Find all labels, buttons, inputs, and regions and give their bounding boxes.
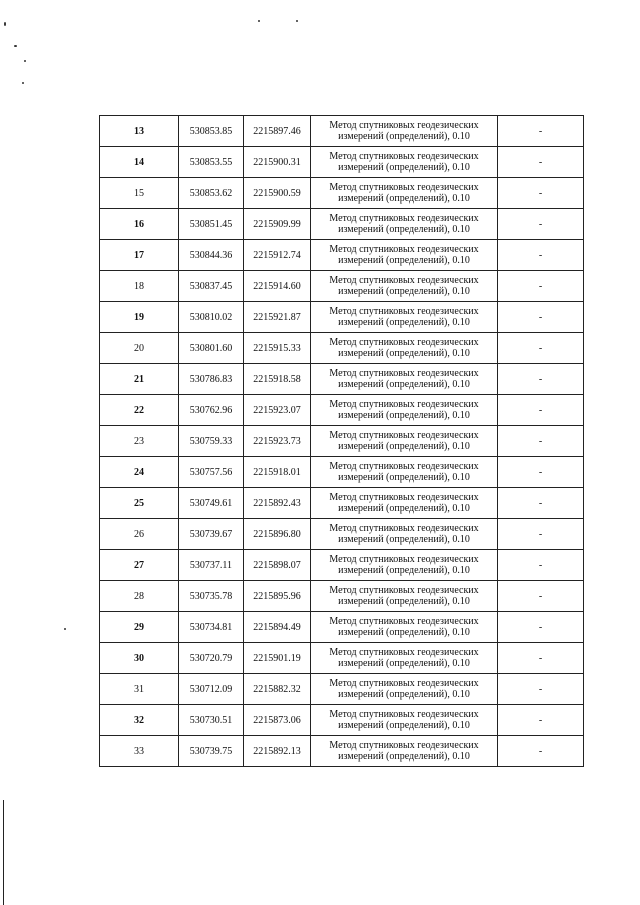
point-number-cell: 31 xyxy=(100,674,179,705)
x-coordinate-cell: 530801.60 xyxy=(179,333,244,364)
error-cell: - xyxy=(498,643,584,674)
point-number-cell: 14 xyxy=(100,147,179,178)
y-coordinate-cell: 2215923.73 xyxy=(244,426,311,457)
table-row xyxy=(100,302,584,333)
y-coordinate-cell: 2215909.99 xyxy=(244,209,311,240)
x-coordinate-cell: 530853.55 xyxy=(179,147,244,178)
y-coordinate-cell: 2215892.13 xyxy=(244,736,311,767)
error-cell: - xyxy=(498,364,584,395)
point-number-cell: 27 xyxy=(100,550,179,581)
method-cell xyxy=(311,736,498,767)
x-coordinate-cell: 530853.62 xyxy=(179,178,244,209)
table-row xyxy=(100,643,584,674)
point-number-cell: 17 xyxy=(100,240,179,271)
point-number-cell: 29 xyxy=(100,612,179,643)
y-coordinate-cell: 2215873.06 xyxy=(244,705,311,736)
method-line-2: измерений (определений), 0.10 xyxy=(338,317,470,328)
method-cell xyxy=(311,426,498,457)
x-coordinate-cell: 530837.45 xyxy=(179,271,244,302)
method-line-1: Метод спутниковых геодезических xyxy=(329,151,479,162)
table-row xyxy=(100,581,584,612)
table-row xyxy=(100,364,584,395)
error-cell: - xyxy=(498,705,584,736)
y-coordinate-cell: 2215898.07 xyxy=(244,550,311,581)
x-coordinate-cell: 530737.11 xyxy=(179,550,244,581)
method-line-1: Метод спутниковых геодезических xyxy=(329,554,479,565)
point-number-cell: 30 xyxy=(100,643,179,674)
method-line-1: Метод спутниковых геодезических xyxy=(329,492,479,503)
point-number-cell: 28 xyxy=(100,581,179,612)
x-coordinate-cell: 530720.79 xyxy=(179,643,244,674)
method-cell xyxy=(311,550,498,581)
x-coordinate-cell: 530712.09 xyxy=(179,674,244,705)
method-cell xyxy=(311,178,498,209)
table-row xyxy=(100,488,584,519)
method-line-2: измерений (определений), 0.10 xyxy=(338,658,470,669)
method-line-2: измерений (определений), 0.10 xyxy=(338,131,470,142)
y-coordinate-cell: 2215897.46 xyxy=(244,116,311,147)
y-coordinate-cell: 2215894.49 xyxy=(244,612,311,643)
coordinates-table xyxy=(99,115,584,767)
table-row xyxy=(100,209,584,240)
method-line-2: измерений (определений), 0.10 xyxy=(338,751,470,762)
error-cell: - xyxy=(498,581,584,612)
method-line-2: измерений (определений), 0.10 xyxy=(338,472,470,483)
method-line-1: Метод спутниковых геодезических xyxy=(329,740,479,751)
error-cell: - xyxy=(498,426,584,457)
coordinates-table-body xyxy=(100,116,584,767)
point-number-cell: 26 xyxy=(100,519,179,550)
method-line-2: измерений (определений), 0.10 xyxy=(338,286,470,297)
point-number-cell: 19 xyxy=(100,302,179,333)
x-coordinate-cell: 530759.33 xyxy=(179,426,244,457)
method-line-1: Метод спутниковых геодезических xyxy=(329,616,479,627)
method-line-1: Метод спутниковых геодезических xyxy=(329,523,479,534)
point-number-cell: 21 xyxy=(100,364,179,395)
method-line-2: измерений (определений), 0.10 xyxy=(338,720,470,731)
method-line-2: измерений (определений), 0.10 xyxy=(338,503,470,514)
error-cell: - xyxy=(498,240,584,271)
error-cell: - xyxy=(498,178,584,209)
method-cell xyxy=(311,457,498,488)
method-line-2: измерений (определений), 0.10 xyxy=(338,689,470,700)
table-row xyxy=(100,736,584,767)
method-line-1: Метод спутниковых геодезических xyxy=(329,244,479,255)
method-line-2: измерений (определений), 0.10 xyxy=(338,255,470,266)
method-cell xyxy=(311,519,498,550)
method-line-2: измерений (определений), 0.10 xyxy=(338,596,470,607)
table-row xyxy=(100,271,584,302)
x-coordinate-cell: 530757.56 xyxy=(179,457,244,488)
point-number-cell: 33 xyxy=(100,736,179,767)
table-row xyxy=(100,550,584,581)
method-cell xyxy=(311,612,498,643)
method-line-1: Метод спутниковых геодезических xyxy=(329,709,479,720)
error-cell: - xyxy=(498,209,584,240)
table-row xyxy=(100,116,584,147)
point-number-cell: 18 xyxy=(100,271,179,302)
y-coordinate-cell: 2215921.87 xyxy=(244,302,311,333)
table-row xyxy=(100,674,584,705)
x-coordinate-cell: 530786.83 xyxy=(179,364,244,395)
method-line-2: измерений (определений), 0.10 xyxy=(338,441,470,452)
method-line-1: Метод спутниковых геодезических xyxy=(329,182,479,193)
table-row xyxy=(100,178,584,209)
point-number-cell: 22 xyxy=(100,395,179,426)
point-number-cell: 15 xyxy=(100,178,179,209)
method-cell xyxy=(311,209,498,240)
x-coordinate-cell: 530853.85 xyxy=(179,116,244,147)
table-row xyxy=(100,240,584,271)
scan-speck xyxy=(22,82,24,84)
x-coordinate-cell: 530762.96 xyxy=(179,395,244,426)
x-coordinate-cell: 530851.45 xyxy=(179,209,244,240)
method-cell xyxy=(311,271,498,302)
method-line-2: измерений (определений), 0.10 xyxy=(338,193,470,204)
point-number-cell: 32 xyxy=(100,705,179,736)
y-coordinate-cell: 2215900.31 xyxy=(244,147,311,178)
method-line-1: Метод спутниковых геодезических xyxy=(329,399,479,410)
method-line-1: Метод спутниковых геодезических xyxy=(329,368,479,379)
method-line-2: измерений (определений), 0.10 xyxy=(338,627,470,638)
x-coordinate-cell: 530844.36 xyxy=(179,240,244,271)
method-line-1: Метод спутниковых геодезических xyxy=(329,213,479,224)
method-line-1: Метод спутниковых геодезических xyxy=(329,337,479,348)
y-coordinate-cell: 2215882.32 xyxy=(244,674,311,705)
scan-speck xyxy=(4,22,6,26)
table-row xyxy=(100,395,584,426)
method-cell xyxy=(311,488,498,519)
y-coordinate-cell: 2215912.74 xyxy=(244,240,311,271)
error-cell: - xyxy=(498,147,584,178)
method-cell xyxy=(311,643,498,674)
method-line-2: измерений (определений), 0.10 xyxy=(338,162,470,173)
method-cell xyxy=(311,240,498,271)
x-coordinate-cell: 530739.75 xyxy=(179,736,244,767)
point-number-cell: 20 xyxy=(100,333,179,364)
table-row xyxy=(100,426,584,457)
y-coordinate-cell: 2215901.19 xyxy=(244,643,311,674)
point-number-cell: 23 xyxy=(100,426,179,457)
x-coordinate-cell: 530810.02 xyxy=(179,302,244,333)
method-line-2: измерений (определений), 0.10 xyxy=(338,348,470,359)
point-number-cell: 16 xyxy=(100,209,179,240)
error-cell: - xyxy=(498,519,584,550)
scan-speck xyxy=(258,20,260,22)
x-coordinate-cell: 530739.67 xyxy=(179,519,244,550)
method-cell xyxy=(311,302,498,333)
scan-speck xyxy=(64,628,66,630)
y-coordinate-cell: 2215896.80 xyxy=(244,519,311,550)
y-coordinate-cell: 2215918.01 xyxy=(244,457,311,488)
table-row xyxy=(100,612,584,643)
error-cell: - xyxy=(498,488,584,519)
method-cell xyxy=(311,395,498,426)
y-coordinate-cell: 2215915.33 xyxy=(244,333,311,364)
method-line-1: Метод спутниковых геодезических xyxy=(329,678,479,689)
x-coordinate-cell: 530735.78 xyxy=(179,581,244,612)
y-coordinate-cell: 2215914.60 xyxy=(244,271,311,302)
method-line-1: Метод спутниковых геодезических xyxy=(329,306,479,317)
x-coordinate-cell: 530734.81 xyxy=(179,612,244,643)
method-line-1: Метод спутниковых геодезических xyxy=(329,430,479,441)
error-cell: - xyxy=(498,612,584,643)
method-line-2: измерений (определений), 0.10 xyxy=(338,379,470,390)
point-number-cell: 24 xyxy=(100,457,179,488)
table-row xyxy=(100,147,584,178)
error-cell: - xyxy=(498,333,584,364)
error-cell: - xyxy=(498,550,584,581)
table-row xyxy=(100,457,584,488)
error-cell: - xyxy=(498,674,584,705)
method-cell xyxy=(311,674,498,705)
method-line-2: измерений (определений), 0.10 xyxy=(338,224,470,235)
x-coordinate-cell: 530730.51 xyxy=(179,705,244,736)
scan-speck xyxy=(296,20,298,22)
method-cell xyxy=(311,147,498,178)
y-coordinate-cell: 2215900.59 xyxy=(244,178,311,209)
point-number-cell: 25 xyxy=(100,488,179,519)
error-cell: - xyxy=(498,302,584,333)
scan-speck xyxy=(24,60,26,62)
method-line-1: Метод спутниковых геодезических xyxy=(329,120,479,131)
method-line-1: Метод спутниковых геодезических xyxy=(329,647,479,658)
error-cell: - xyxy=(498,116,584,147)
y-coordinate-cell: 2215892.43 xyxy=(244,488,311,519)
method-cell xyxy=(311,116,498,147)
point-number-cell: 13 xyxy=(100,116,179,147)
error-cell: - xyxy=(498,736,584,767)
method-cell xyxy=(311,705,498,736)
y-coordinate-cell: 2215923.07 xyxy=(244,395,311,426)
y-coordinate-cell: 2215918.58 xyxy=(244,364,311,395)
method-line-2: измерений (определений), 0.10 xyxy=(338,534,470,545)
method-line-1: Метод спутниковых геодезических xyxy=(329,461,479,472)
table-row xyxy=(100,333,584,364)
error-cell: - xyxy=(498,457,584,488)
method-line-1: Метод спутниковых геодезических xyxy=(329,275,479,286)
y-coordinate-cell: 2215895.96 xyxy=(244,581,311,612)
method-cell xyxy=(311,333,498,364)
table-row xyxy=(100,705,584,736)
method-line-2: измерений (определений), 0.10 xyxy=(338,565,470,576)
x-coordinate-cell: 530749.61 xyxy=(179,488,244,519)
error-cell: - xyxy=(498,395,584,426)
method-cell xyxy=(311,364,498,395)
scan-edge-line xyxy=(3,800,4,905)
table-row xyxy=(100,519,584,550)
scan-speck xyxy=(14,45,17,47)
method-line-1: Метод спутниковых геодезических xyxy=(329,585,479,596)
method-cell xyxy=(311,581,498,612)
error-cell: - xyxy=(498,271,584,302)
method-line-2: измерений (определений), 0.10 xyxy=(338,410,470,421)
